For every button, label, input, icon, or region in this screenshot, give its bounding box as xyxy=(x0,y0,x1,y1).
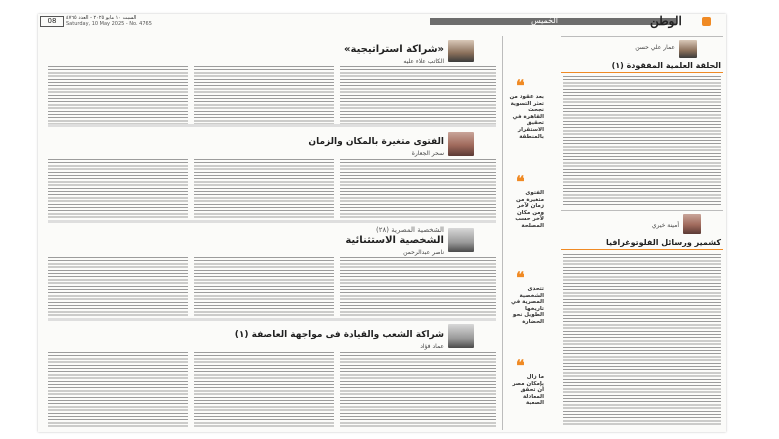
article-4-body-right xyxy=(340,352,496,428)
article-2-author: سحر الجعارة xyxy=(411,150,444,157)
article-4-body-left xyxy=(48,352,188,428)
separator-band xyxy=(48,318,496,321)
pull-quote-1: بعد عقود من تعثر التسوية نجحت القاهرة في تحقيق الاستقرار بالمنطقة xyxy=(509,94,544,140)
logo-mark-icon xyxy=(702,17,711,26)
pull-quote-3: تتحدى الشخصية المصرية في تاريخها الطويل نحو الحضارة xyxy=(511,286,544,325)
right-top-body-text xyxy=(563,76,721,206)
article-2-body-right xyxy=(340,159,496,219)
newspaper-logo: الوطن xyxy=(650,14,682,28)
title-underline xyxy=(561,72,723,73)
right-bottom-body-text xyxy=(563,254,721,426)
author-photo xyxy=(683,214,701,234)
pull-quote-2: الفتوى متغيرة من زمان لآخر ومن مكان لآخر حسب المصلحة xyxy=(515,190,544,229)
column-divider xyxy=(502,36,503,430)
pull-quote-4: ما زال بإمكان مصر أن تحقق المعادلة الصعبة xyxy=(512,374,544,407)
author-photo xyxy=(448,324,474,348)
separator-band xyxy=(48,220,496,223)
date-line-english: Saturday, 10 May 2025 - No. 4765 xyxy=(66,21,152,27)
article-2-title: الفتوى متغيرة بالمكان والزمان xyxy=(308,137,444,147)
quote-icon: ❝ xyxy=(516,268,525,287)
title-underline xyxy=(561,249,723,250)
article-4-body-middle xyxy=(194,352,334,428)
section-label: الخميس xyxy=(530,16,558,25)
author-photo xyxy=(448,40,474,62)
newspaper-page xyxy=(38,14,726,432)
page-number: 08 xyxy=(40,16,64,27)
quote-icon: ❝ xyxy=(516,172,525,191)
column-rule xyxy=(561,210,723,211)
article-1-body-right xyxy=(340,66,496,124)
date-line-arabic: السبت ١٠ مايو ٢٠٢٥ - العدد ٤٧٦٥ xyxy=(66,15,137,21)
right-top-author: عمار علي حسن xyxy=(635,44,675,51)
article-3-author: ناصر عبدالرحمن xyxy=(403,249,444,256)
article-2-body-left xyxy=(48,159,188,219)
article-4-author: عماد فؤاد xyxy=(420,343,444,350)
right-top-title: الحلقة العلمية المفقودة (١) xyxy=(611,61,721,70)
right-column xyxy=(561,36,723,430)
article-3-body-right xyxy=(340,257,496,317)
author-photo xyxy=(679,40,697,58)
article-3-kicker: الشخصية المصرية (٢٨) xyxy=(376,226,444,234)
article-3-title: الشخصية الاستثنائية xyxy=(345,235,444,246)
column-rule xyxy=(561,36,723,37)
article-1-body-left xyxy=(48,66,188,124)
article-1-body-middle xyxy=(194,66,334,124)
quote-icon: ❝ xyxy=(516,76,525,95)
author-photo xyxy=(448,132,474,156)
article-3-body-left xyxy=(48,257,188,317)
quote-icon: ❝ xyxy=(516,356,525,375)
article-1-title: «شراكة استراتيجية» xyxy=(344,44,444,55)
author-photo xyxy=(448,228,474,252)
article-3-body-middle xyxy=(194,257,334,317)
separator-band xyxy=(48,124,496,127)
right-bottom-author: أمينة خيري xyxy=(651,222,679,229)
article-2-body-middle xyxy=(194,159,334,219)
article-4-title: شراكة الشعب والقيادة فى مواجهة العاصفة (١) xyxy=(234,330,444,340)
right-bottom-title: كشمير ورسائل الفلوتوغرافيا xyxy=(605,238,721,247)
article-1-author: الكاتب علاء عليه xyxy=(403,58,444,65)
